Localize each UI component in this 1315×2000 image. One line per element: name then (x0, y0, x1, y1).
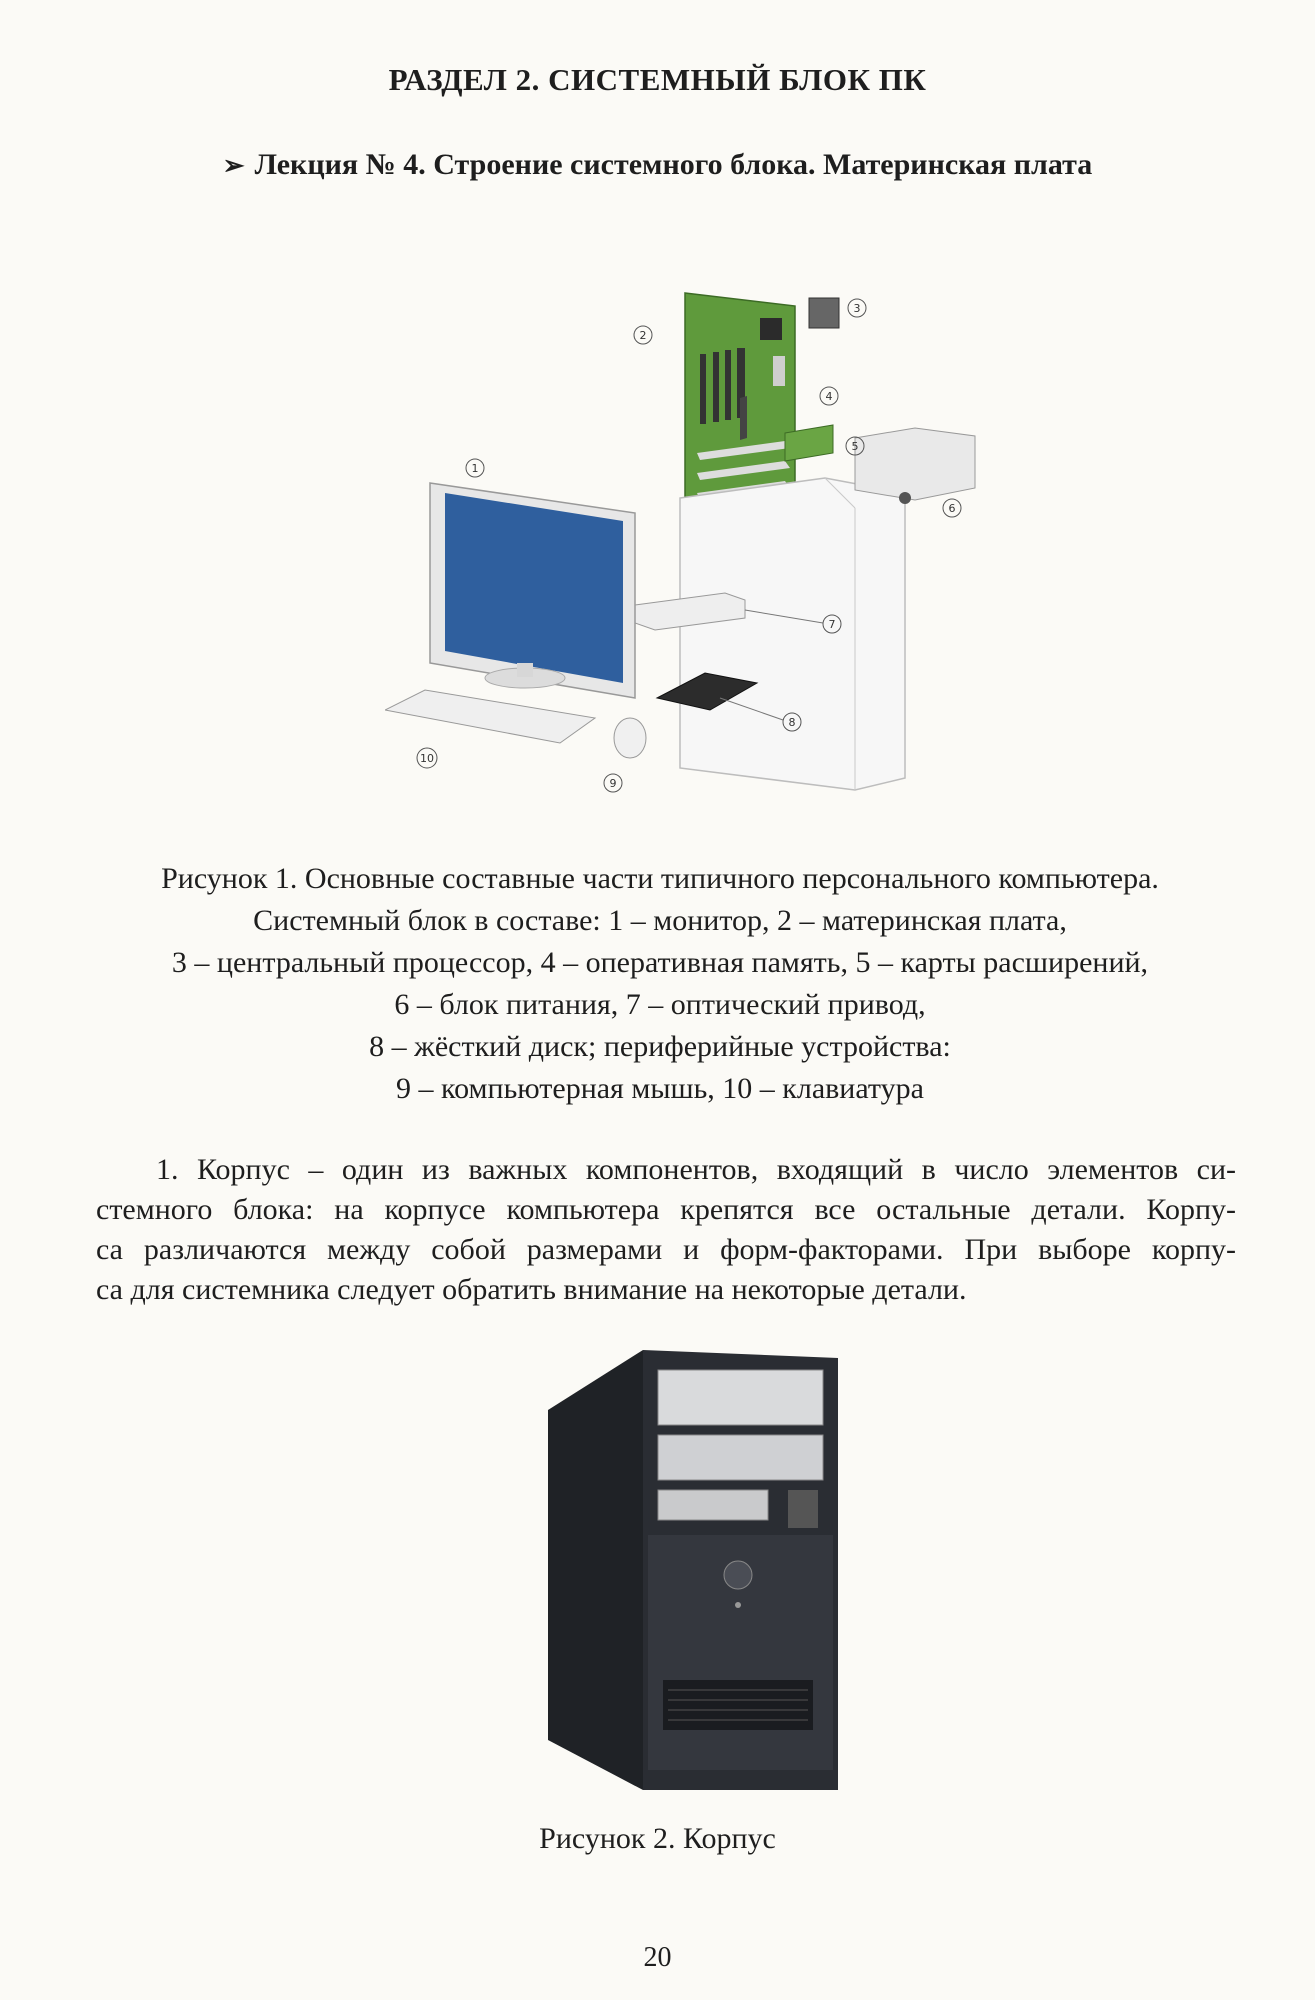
lecture-heading (0, 148, 1315, 182)
callout-6 (943, 499, 961, 517)
section-title: РАЗДЕЛ 2. СИСТЕМНЫЙ БЛОК ПК (388, 62, 927, 97)
svg-text:6: 6 (948, 502, 956, 515)
monitor-illustration (430, 483, 635, 698)
ram-illustration (740, 396, 747, 440)
svg-text:4: 4 (825, 390, 833, 403)
cpu-illustration (809, 298, 839, 328)
page-number: 20 (643, 1942, 672, 1973)
figure-1-caption (95, 858, 1225, 1110)
body-paragraph (96, 1150, 1236, 1310)
system-unit-case-illustration (680, 478, 905, 790)
pc-components-figure (385, 278, 1005, 818)
callout-1 (466, 459, 484, 477)
keyboard-illustration (385, 690, 595, 743)
lecture-title: Лекция № 4. Строение системного блока. Материнская плата (254, 148, 1093, 181)
callout-2 (634, 326, 652, 344)
caption-line: 6 – блок питания, 7 – оптический привод, (394, 988, 926, 1021)
pc-case-photo (548, 1350, 858, 1790)
caption-line: 9 – компьютерная мышь, 10 – клавиатура (396, 1072, 924, 1105)
figure-2-caption: Рисунок 2. Корпус (539, 1822, 776, 1855)
svg-text:7: 7 (828, 618, 836, 631)
caption-line: Системный блок в составе: 1 – монитор, 2 – материнская плата, (253, 904, 1067, 937)
paragraph-line: са различаются между собой размерами и форм-факторами. При выборе корпу- (96, 1233, 1236, 1266)
paragraph-line: 1. Корпус – один из важных компонентов, входящий в число элементов си- (156, 1153, 1236, 1186)
paragraph-line: стемного блока: на корпусе компьютера крепятся все остальные детали. Корпу- (96, 1193, 1236, 1226)
callout-9 (604, 774, 622, 792)
svg-text:9: 9 (609, 777, 617, 790)
svg-text:8: 8 (788, 716, 796, 729)
callout-4 (820, 387, 838, 405)
svg-text:3: 3 (853, 302, 861, 315)
svg-text:5: 5 (851, 440, 859, 453)
callout-3 (848, 299, 866, 317)
caption-line: Рисунок 1. Основные составные части типичного персонального компьютера. (161, 862, 1159, 895)
svg-text:2: 2 (639, 329, 647, 342)
svg-text:10: 10 (420, 752, 434, 765)
power-supply-illustration (855, 428, 975, 504)
svg-text:1: 1 (471, 462, 479, 475)
mouse-illustration (614, 718, 646, 758)
caption-line: 8 – жёсткий диск; периферийные устройства: (369, 1030, 951, 1063)
caption-line: 3 – центральный процессор, 4 – оперативная память, 5 – карты расширений, (171, 946, 1149, 979)
paragraph-line: са для системника следует обратить внимание на некоторые детали. (96, 1273, 967, 1306)
callout-10 (417, 748, 437, 768)
arrow-bullet-icon: ➢ (222, 151, 245, 180)
